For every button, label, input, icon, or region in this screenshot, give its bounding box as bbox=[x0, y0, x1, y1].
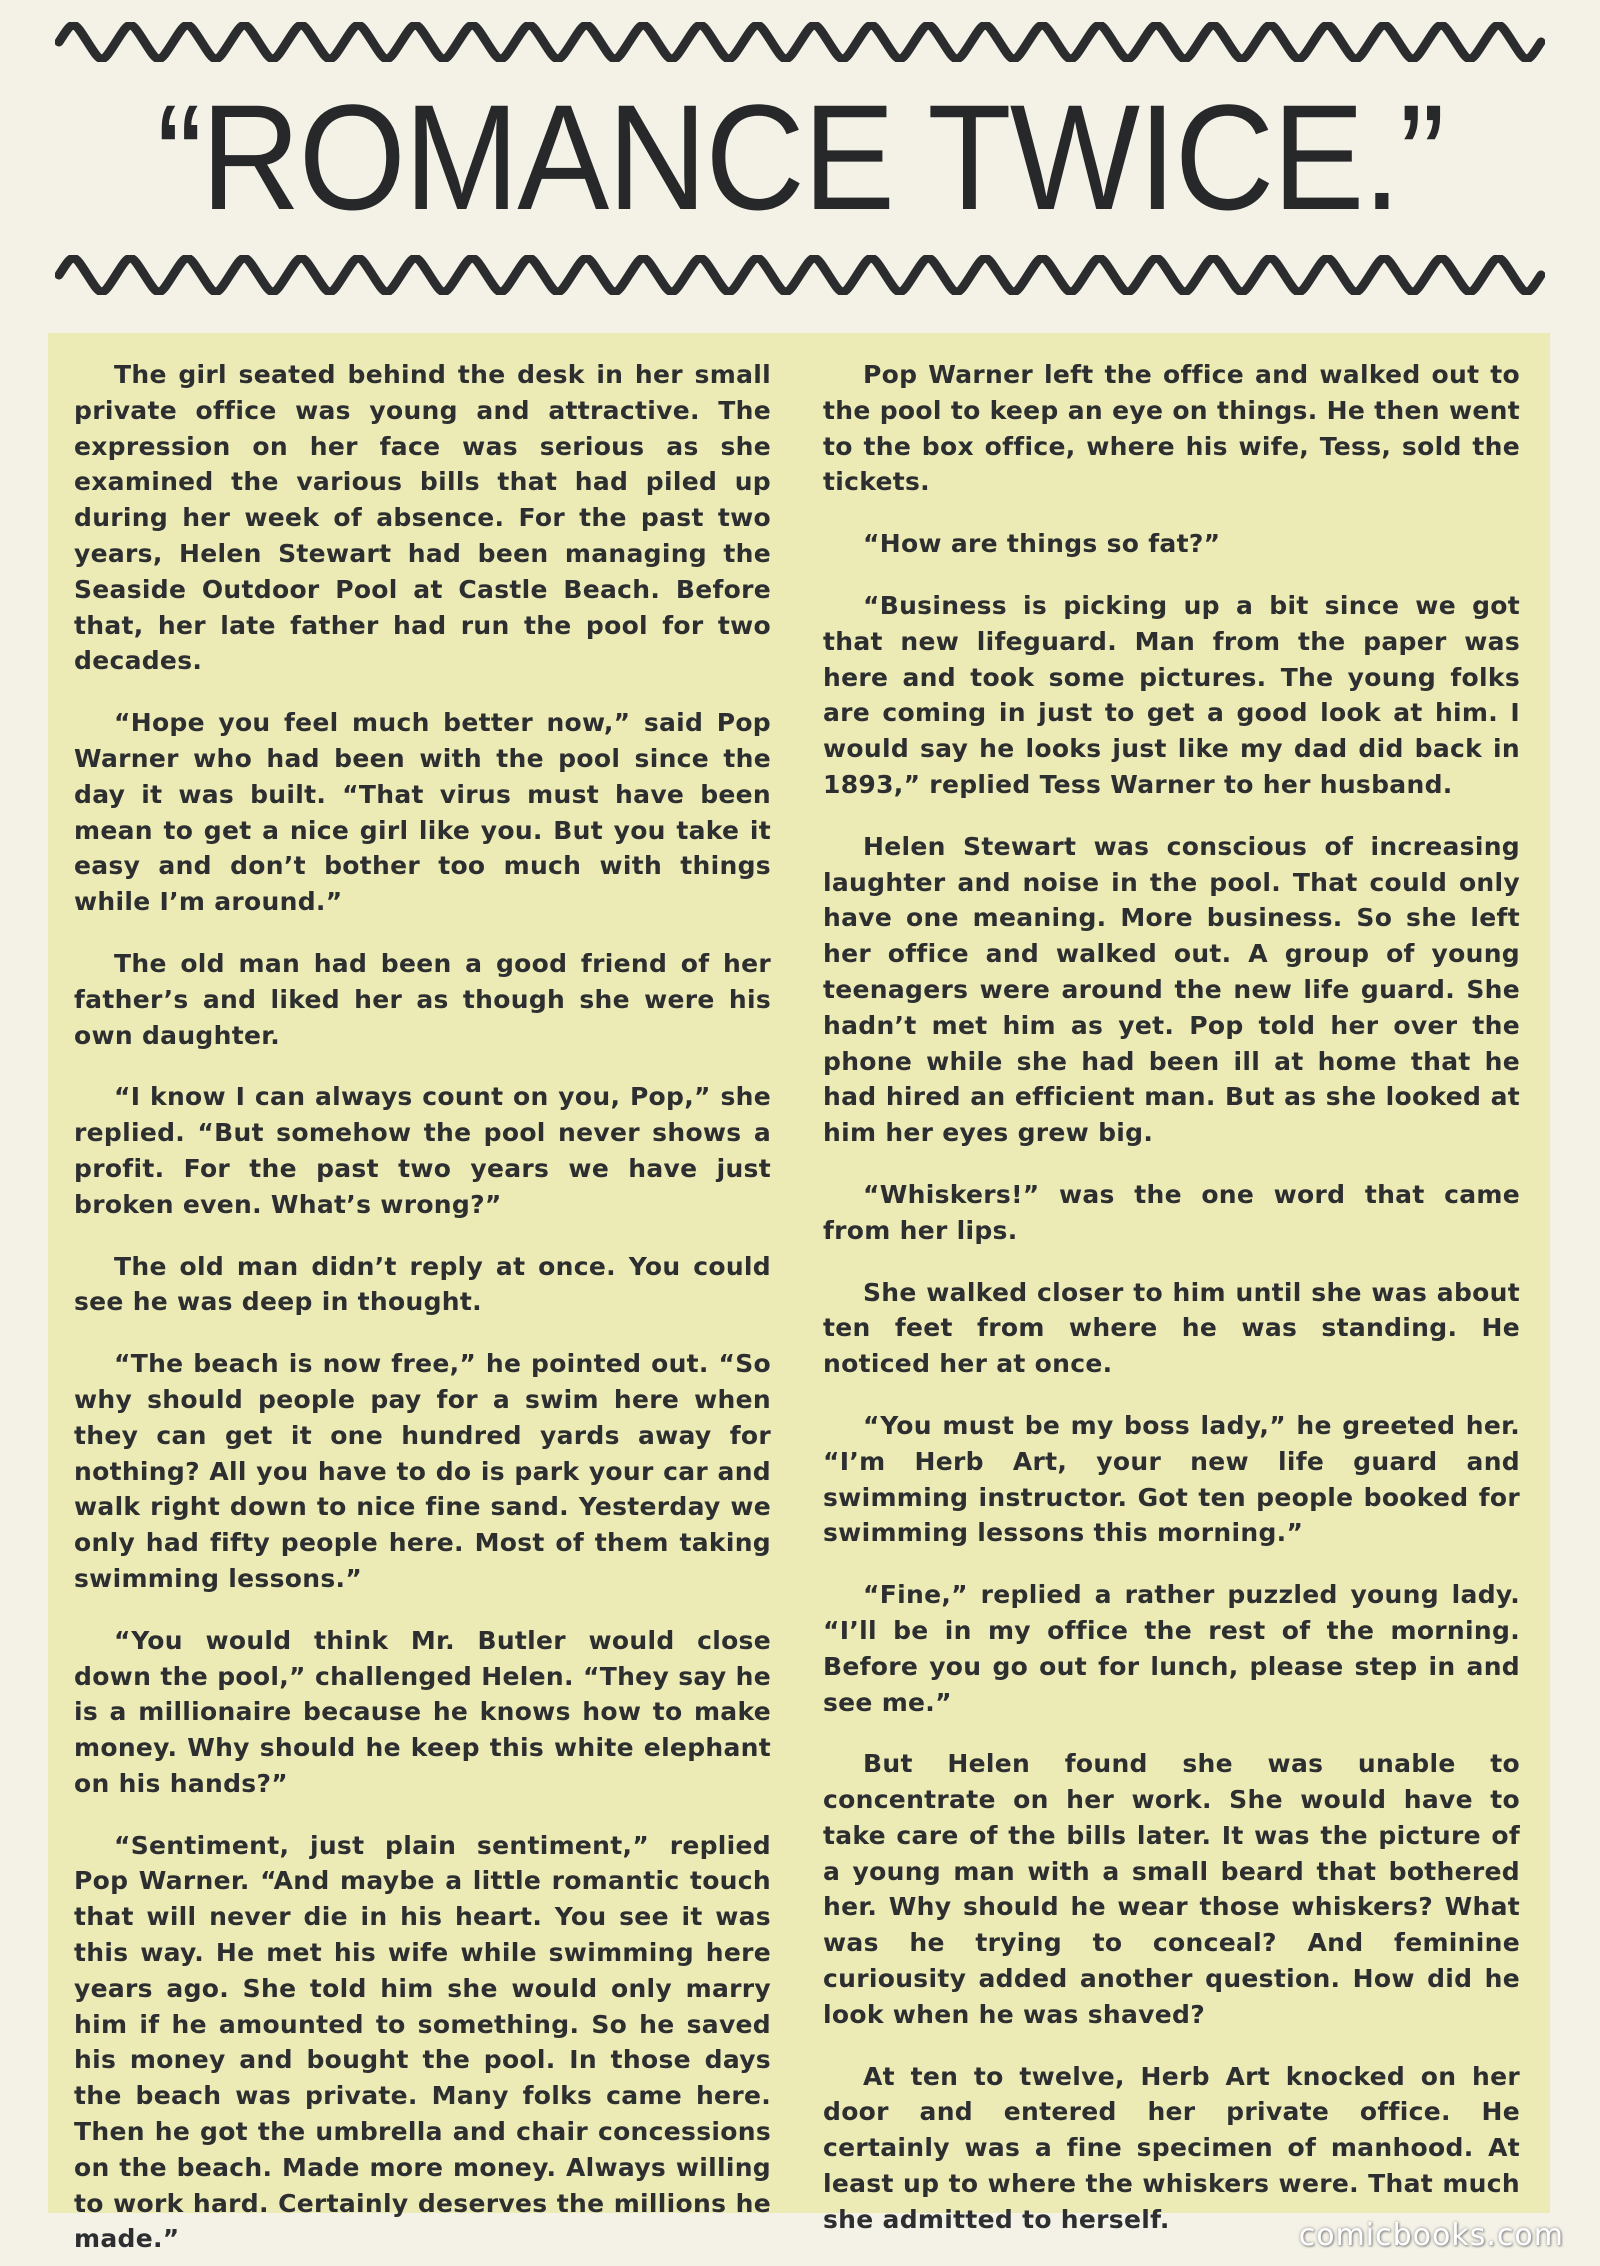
paragraph: “Hope you feel much better now,” said Pop Warner who had been with the pool since the day it was built. “That virus must have been mean to get a nice girl like you. But you take it easy and don’t bother too much with things while I’m around.” bbox=[74, 708, 771, 917]
right-text-column bbox=[823, 357, 1526, 2234]
paragraph: “You would think Mr. Butler would close down the pool,” challenged Helen. “They say he is a millionaire because he knows how to make money. Why should he keep this white elephant on his hands?” bbox=[74, 1625, 771, 1798]
paragraph: The girl seated behind the desk in her small private office was young and attractive. The expression on her face was serious as she examined the various bills that had piled up during her week of absence. For the past two years, Helen Stewart had been managing the Seaside Outdoor Pool at Castle Beach. Before that, her late father had run the pool for two decades. bbox=[74, 360, 771, 676]
paragraph: “Business is picking up a bit since we got that new lifeguard. Man from the paper was here and took some pictures. The young folks are coming in just to get a good look at him. I would say he looks just like my dad did back in 1893,” replied Tess Warner to her husband. bbox=[823, 590, 1520, 799]
paragraph: “You must be my boss lady,” he greeted her. “I’m Herb Art, your new life guard and swimming instructor. Got ten people booked for swimming lessons this morning.” bbox=[823, 1410, 1520, 1548]
paragraph: The old man didn’t reply at once. You could see he was deep in thought. bbox=[74, 1251, 771, 1317]
paragraph: Helen Stewart was conscious of increasing laughter and noise in the pool. That could only have one meaning. More business. So she left her office and walked out. A group of young teenagers were around the new life guard. She hadn’t met him as yet. Pop told her over the phone while she had been ill at home that he had hired an efficient man. But as she looked at him her eyes grew big. bbox=[823, 831, 1520, 1148]
paragraph: She walked closer to him until she was about ten feet from where he was standing. He noticed her at once. bbox=[823, 1277, 1520, 1379]
paragraph: Pop Warner left the office and walked out to the pool to keep an eye on things. He then went to the box office, where his wife, Tess, sold the tickets. bbox=[823, 360, 1520, 497]
paragraph: “I know I can always count on you, Pop,” she replied. “But somehow the pool never shows a profit. For the past two years we have just broken even. What’s wrong?” bbox=[74, 1082, 771, 1219]
paragraph: “Sentiment, just plain sentiment,” replied Pop Warner. “And maybe a little romantic touch that will never die in his heart. You see it was this way. He met his wife while swimming here years ago. She told him she would only marry him if he amounted to something. So he saved his money and bought the pool. In those days the beach was private. Many folks came here. Then he got the umbrella and chair concessions on the beach. Made more money. Always willing to work hard. Certainly deserves the millions he made.” bbox=[74, 1830, 771, 2254]
paragraph: “Fine,” replied a rather puzzled young lady. “I’ll be in my office the rest of the morning. Before you go out for lunch, please step in and see me.” bbox=[823, 1580, 1520, 1717]
paragraph: “The beach is now free,” he pointed out. “So why should people pay for a swim here when they can get it one hundred yards away for nothing? All you have to do is park your car and walk right down to nice fine sand. Yesterday we only had fifty people here. Most of them taking swimming lessons.” bbox=[74, 1349, 771, 1593]
left-text-column bbox=[62, 357, 771, 2254]
paragraph: At ten to twelve, Herb Art knocked on her door and entered her private office. He certainly was a fine specimen of manhood. At least up to where the whiskers were. That much she admitted to herself. bbox=[823, 2061, 1520, 2234]
paragraph: “Whiskers!” was the one word that came from her lips. bbox=[823, 1179, 1520, 1245]
watermark: comicbooks.com bbox=[1298, 2218, 1564, 2253]
paragraph: The old man had been a good friend of her father’s and liked her as though she were his own daughter. bbox=[74, 948, 771, 1050]
story-title: “ROMANCE TWICE.” bbox=[156, 73, 1444, 241]
bottom-wave-divider bbox=[55, 255, 1545, 295]
paragraph: “How are things so fat?” bbox=[863, 529, 1221, 559]
paragraph: But Helen found she was unable to concentrate on her work. She would have to take care of the bills later. It was the picture of a young man with a small beard that bothered her. Why should he wear those whiskers? What was he trying to conceal? And feminine curiousity added another question. How did he look when he was shaved? bbox=[823, 1749, 1520, 2029]
top-wave-divider bbox=[55, 22, 1545, 62]
